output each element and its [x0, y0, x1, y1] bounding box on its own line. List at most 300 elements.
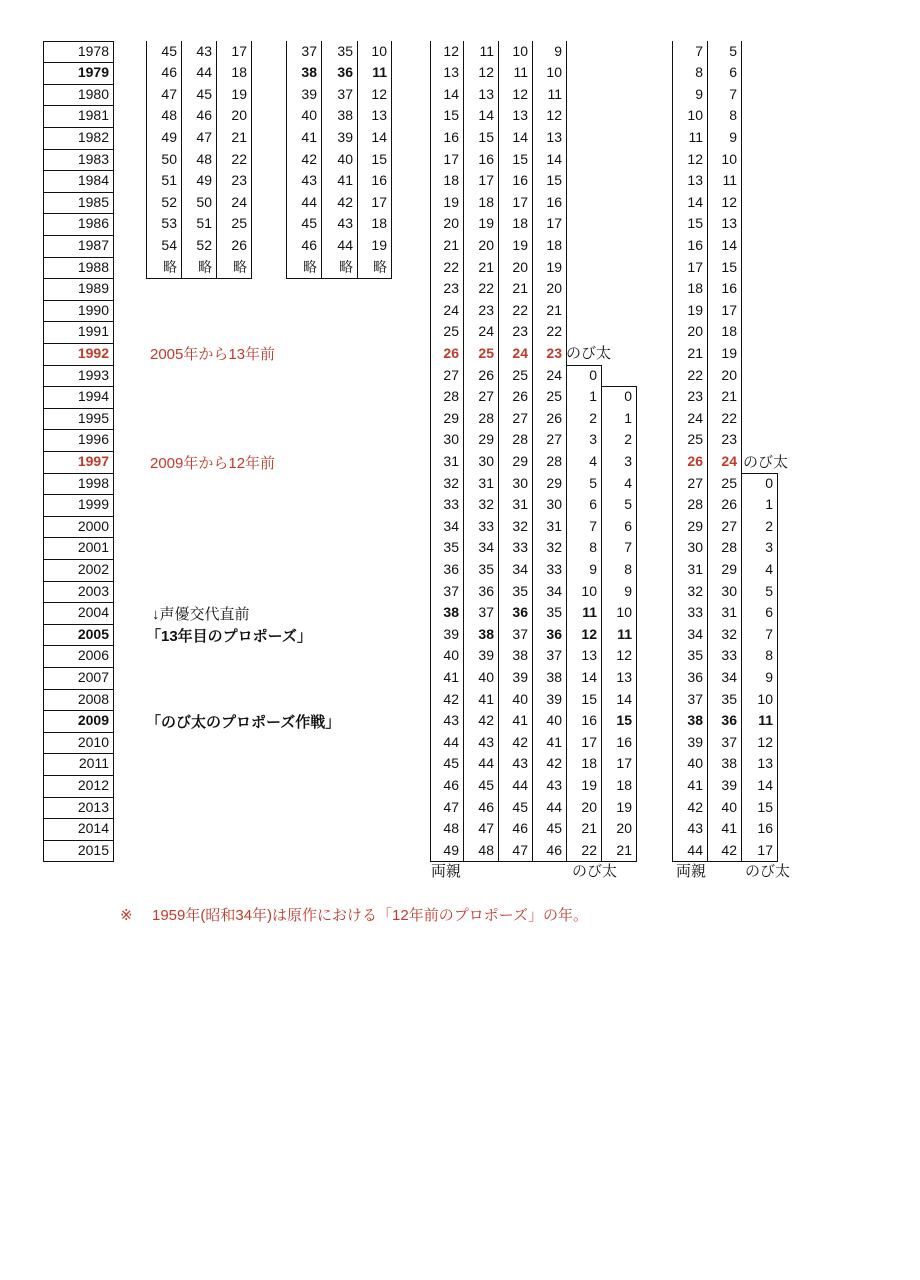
table-c-nobita2-right — [636, 386, 637, 861]
year-cell: 2013 — [77, 798, 109, 815]
table-c-cell: 27 — [546, 431, 562, 448]
table-d-cell: 30 — [687, 539, 703, 556]
table-c-cell: 27 — [443, 366, 459, 383]
table-d-cell: 14 — [721, 236, 737, 253]
table_b-cell: 35 — [337, 42, 353, 59]
table_a-cell: 19 — [231, 85, 247, 102]
table_b-cell: 37 — [301, 42, 317, 59]
table-c-cell: 18 — [546, 236, 562, 253]
table-c-cell: 45 — [512, 798, 528, 815]
table-c-cell: 31 — [546, 517, 562, 534]
table-c-cell: 33 — [443, 496, 459, 513]
table_b-cell: 15 — [371, 150, 387, 167]
table-c-cell: 19 — [512, 236, 528, 253]
table-c-cell: 45 — [443, 755, 459, 772]
table-c-cell: 24 — [478, 323, 494, 340]
table-d-cell: 7 — [695, 42, 703, 59]
table-c-cell: 37 — [478, 604, 494, 621]
table-d-nobita-cell: 11 — [758, 712, 773, 729]
table-c-nobita2-cell: 0 — [624, 388, 632, 405]
table-c-nobita2-cell: 12 — [616, 647, 632, 664]
table_a-cell: 52 — [196, 236, 212, 253]
table-c-cell: 35 — [478, 560, 494, 577]
table-c-cell: 39 — [443, 625, 459, 642]
table-c-cell: 20 — [478, 236, 494, 253]
table-c-cell: 42 — [546, 755, 562, 772]
table-c-cell: 25 — [546, 388, 562, 405]
table-c-cell: 44 — [512, 776, 528, 793]
table-c-cell: 36 — [478, 582, 494, 599]
table-c-cell: 35 — [512, 582, 528, 599]
table_a-cell: 25 — [231, 215, 247, 232]
year-cell: 1982 — [77, 128, 109, 145]
table-d-cell: 7 — [729, 85, 737, 102]
table-c-cell: 14 — [512, 128, 528, 145]
table-c-cell: 19 — [443, 193, 459, 210]
table-c-cell: 21 — [512, 280, 528, 297]
table-c-nobita2-cell: 11 — [617, 625, 632, 642]
table-c-cell: 41 — [546, 733, 562, 750]
table-d-cell: 38 — [687, 712, 703, 729]
table-d-nobita-cell: 5 — [765, 582, 773, 599]
table-c-cell: 28 — [512, 431, 528, 448]
table-c-cell: 46 — [443, 776, 459, 793]
table-c-cell: 41 — [478, 690, 494, 707]
table-c-cell: 23 — [546, 344, 562, 361]
year-cell: 1999 — [77, 496, 109, 513]
table-c-nobita2-cell: 5 — [624, 496, 632, 513]
table-c-cell: 13 — [546, 128, 562, 145]
table_a-bottom-line — [146, 278, 252, 279]
note-1992: 2005年から13年前 — [150, 346, 276, 363]
table-c-cell: 38 — [443, 604, 459, 621]
table-d-cell: 9 — [729, 128, 737, 145]
table-d-cell: 23 — [687, 388, 703, 405]
table-d-cell: 39 — [721, 776, 737, 793]
year-cell: 1995 — [77, 409, 109, 426]
table-c-cell: 43 — [443, 712, 459, 729]
table-d-nobita-cell: 1 — [765, 496, 773, 513]
table-c-nobita2-cell: 20 — [616, 820, 632, 837]
table-c-cell: 29 — [546, 474, 562, 491]
table-c-cell: 48 — [478, 841, 494, 858]
table-c-cell: 12 — [512, 85, 528, 102]
table-d-nobita-cell: 17 — [757, 841, 773, 858]
table-c-cell: 47 — [478, 820, 494, 837]
table-c-cell: 11 — [513, 64, 528, 81]
table-d-cell: 17 — [721, 301, 737, 318]
table-c-cell: 29 — [512, 452, 528, 469]
table_a-cell: 略 — [198, 258, 212, 275]
table-c-cell: 38 — [546, 668, 562, 685]
table-c-nobita1-cell: 0 — [589, 366, 597, 383]
table-c-nobita2-cell: 14 — [616, 690, 632, 707]
table-d-cell: 28 — [687, 496, 703, 513]
table-d-cell: 8 — [695, 64, 703, 81]
table-c-cell: 46 — [512, 820, 528, 837]
table-c-cell: 24 — [443, 301, 459, 318]
table-c-cell: 27 — [478, 388, 494, 405]
year-cell: 1985 — [77, 193, 109, 210]
table-c-nobita1-cell: 3 — [589, 431, 597, 448]
table_a-cell: 45 — [196, 85, 212, 102]
table_b-cell: 41 — [337, 172, 353, 189]
table-d-cell: 24 — [687, 409, 703, 426]
table-c-cell: 39 — [478, 647, 494, 664]
table-c-cell: 13 — [443, 64, 459, 81]
table-c-nobita1-cell: 9 — [589, 560, 597, 577]
table_a-cell: 46 — [161, 64, 177, 81]
table-c-cell: 46 — [546, 841, 562, 858]
table-c-cell: 29 — [443, 409, 459, 426]
year-cell: 2009 — [77, 712, 109, 729]
table-c-nobita2-cell: 13 — [616, 668, 632, 685]
table-c-cell: 16 — [546, 193, 562, 210]
table_a-cell: 18 — [231, 64, 247, 81]
table-d-nobita-cell: 7 — [765, 625, 773, 642]
table_b-column-line — [391, 41, 392, 279]
parents-label-d: 両親 — [676, 863, 707, 880]
table-d-cell: 16 — [687, 236, 703, 253]
table_a-cell: 54 — [161, 236, 177, 253]
table_b-cell: 37 — [337, 85, 353, 102]
table-d-cell: 41 — [687, 776, 703, 793]
table-c-cell: 39 — [546, 690, 562, 707]
table-c-cell: 30 — [478, 452, 494, 469]
table-c-cell: 14 — [478, 107, 494, 124]
table-c-cell: 18 — [443, 172, 459, 189]
table-c-cell: 44 — [443, 733, 459, 750]
table-c-cell: 42 — [443, 690, 459, 707]
table-c-cell: 34 — [546, 582, 562, 599]
year-cell: 1979 — [77, 64, 109, 81]
table-c-cell: 43 — [546, 776, 562, 793]
table-d-cell: 14 — [687, 193, 703, 210]
table-c-cell: 26 — [512, 388, 528, 405]
table-d-cell: 24 — [721, 452, 737, 469]
table-c-cell: 31 — [443, 452, 459, 469]
table-d-cell: 39 — [687, 733, 703, 750]
table_a-cell: 53 — [161, 215, 177, 232]
table-c-cell: 24 — [546, 366, 562, 383]
table-c-cell: 46 — [478, 798, 494, 815]
table-c-cell: 42 — [478, 712, 494, 729]
table_b-cell: 略 — [339, 258, 353, 275]
table_a-cell: 26 — [231, 236, 247, 253]
table-d-nobita-cell: 15 — [757, 798, 773, 815]
table-c-cell: 22 — [546, 323, 562, 340]
table-d-cell: 15 — [721, 258, 737, 275]
table_a-cell: 50 — [196, 193, 212, 210]
table-c-nobita2-cell: 9 — [624, 582, 632, 599]
table_b-cell: 11 — [372, 64, 387, 81]
table_b-cell: 42 — [337, 193, 353, 210]
table_a-cell: 略 — [233, 258, 247, 275]
table_a-cell: 20 — [231, 107, 247, 124]
table_a-cell: 45 — [161, 42, 177, 59]
table-c-nobita2-cell: 21 — [616, 841, 632, 858]
table-c-cell: 34 — [443, 517, 459, 534]
table-c-cell: 12 — [546, 107, 562, 124]
year-cell: 1987 — [77, 236, 109, 253]
table-c-cell: 28 — [546, 452, 562, 469]
table-d-nobita-cell: 14 — [757, 776, 773, 793]
table_b-cell: 43 — [301, 172, 317, 189]
table-d-cell: 13 — [721, 215, 737, 232]
table_b-cell: 40 — [301, 107, 317, 124]
year-cell: 1989 — [77, 280, 109, 297]
table-c-cell: 13 — [478, 85, 494, 102]
table-d-cell: 6 — [729, 64, 737, 81]
table-c-nobita2-cell: 4 — [624, 474, 632, 491]
table-c-cell: 23 — [512, 323, 528, 340]
table_a-cell: 48 — [161, 107, 177, 124]
table-d-nobita-cell: 8 — [765, 647, 773, 664]
year-cell: 1990 — [77, 301, 109, 318]
table-c-cell: 36 — [443, 560, 459, 577]
table-c-cell: 33 — [512, 539, 528, 556]
year-cell: 2003 — [77, 582, 109, 599]
table-c-cell: 26 — [546, 409, 562, 426]
year-cell: 2008 — [77, 690, 109, 707]
table_a-cell: 47 — [196, 128, 212, 145]
table-c-cell: 21 — [478, 258, 494, 275]
table-c-cell: 20 — [546, 280, 562, 297]
note-2005: 「13年目のプロポーズ」 — [146, 628, 312, 645]
year-cell: 1986 — [77, 215, 109, 232]
table-c-nobita1-cell: 10 — [581, 582, 597, 599]
table_b-cell: 17 — [371, 193, 387, 210]
table-c-cell: 43 — [512, 755, 528, 772]
table-d-nobita-cell: 6 — [765, 604, 773, 621]
table_a-cell: 21 — [231, 128, 247, 145]
table-c-cell: 36 — [546, 625, 562, 642]
table-d-nobita-right — [777, 473, 778, 862]
table-c-cell: 21 — [443, 236, 459, 253]
table-c-cell: 32 — [443, 474, 459, 491]
table_a-cell: 46 — [196, 107, 212, 124]
table-d-nobita-cell: 4 — [765, 560, 773, 577]
table_a-cell: 略 — [163, 258, 177, 275]
year-cell: 2014 — [77, 820, 109, 837]
year-cell: 1984 — [77, 172, 109, 189]
table-c-nobita1-cell: 1 — [589, 388, 597, 405]
table-d-cell: 36 — [687, 668, 703, 685]
table-c-cell: 45 — [478, 776, 494, 793]
table-c-cell: 17 — [478, 172, 494, 189]
table_b-cell: 10 — [371, 42, 387, 59]
table-c-nobita1-cell: 17 — [581, 733, 597, 750]
table-d-nobita-cell: 13 — [757, 755, 773, 772]
table_a-cell: 50 — [161, 150, 177, 167]
table-c-nobita1-cell: 6 — [589, 496, 597, 513]
table-c-cell: 11 — [479, 42, 494, 59]
table-c-cell: 30 — [546, 496, 562, 513]
table-c-cell: 26 — [478, 366, 494, 383]
table-c-nobita1-cell: 11 — [582, 604, 597, 621]
table-c-cell: 10 — [512, 42, 528, 59]
table-d-cell: 12 — [721, 193, 737, 210]
table-c-cell: 41 — [512, 712, 528, 729]
table_a-cell: 17 — [231, 42, 247, 59]
note-2004: ↓声優交代直前 — [152, 606, 250, 623]
nobita-bottom-label-c: のび太 — [572, 863, 618, 880]
table-c-nobita1-cell: 18 — [581, 755, 597, 772]
table-d-cell: 31 — [687, 560, 703, 577]
table-c-cell: 30 — [512, 474, 528, 491]
table-d-cell: 5 — [729, 42, 737, 59]
table-d-cell: 12 — [687, 150, 703, 167]
table-d-cell: 19 — [687, 301, 703, 318]
table-c-cell: 16 — [443, 128, 459, 145]
table-c-cell: 41 — [443, 668, 459, 685]
table-c-cell: 28 — [478, 409, 494, 426]
table-c-cell: 26 — [443, 344, 459, 361]
table-d-cell: 43 — [687, 820, 703, 837]
table-c-cell: 47 — [512, 841, 528, 858]
table-c-cell: 12 — [478, 64, 494, 81]
table-c-cell: 24 — [512, 344, 528, 361]
year-cell: 1981 — [77, 107, 109, 124]
table-c-nobita2-cell: 16 — [616, 733, 632, 750]
table-c-cell: 17 — [443, 150, 459, 167]
table-c-cell: 37 — [512, 625, 528, 642]
table-c-cell: 19 — [546, 258, 562, 275]
table-d-nobita-cell: 16 — [757, 820, 773, 837]
table_a-cell: 44 — [196, 64, 212, 81]
table-d-cell: 23 — [721, 431, 737, 448]
table-c-nobita2-cell: 19 — [616, 798, 632, 815]
table-c-cell: 16 — [512, 172, 528, 189]
table-c-cell: 36 — [512, 604, 528, 621]
table-c-cell: 12 — [443, 42, 459, 59]
table-d-cell: 11 — [722, 172, 737, 189]
footnote-mark: ※ — [120, 907, 133, 924]
table_a-cell: 23 — [231, 172, 247, 189]
table-d-cell: 36 — [721, 712, 737, 729]
table-d-cell: 20 — [721, 366, 737, 383]
table-d-nobita-cell: 10 — [757, 690, 773, 707]
table-c-nobita2-cell: 1 — [624, 409, 632, 426]
table_a-cell: 43 — [196, 42, 212, 59]
table-d-cell: 32 — [721, 625, 737, 642]
year-cell: 1980 — [77, 85, 109, 102]
table_a-cell: 49 — [196, 172, 212, 189]
year-table-row-line — [43, 861, 114, 862]
year-cell: 2006 — [77, 647, 109, 664]
table-d-cell: 37 — [687, 690, 703, 707]
year-cell: 1991 — [77, 323, 109, 340]
parents-label-c: 両親 — [431, 863, 462, 880]
table-c-nobita1-cell: 13 — [581, 647, 597, 664]
table-c-cell: 49 — [443, 841, 459, 858]
nobita-label-c: のび太 — [566, 345, 612, 362]
table-c-cell: 30 — [443, 431, 459, 448]
table-d-cell: 19 — [721, 344, 737, 361]
year-cell: 2002 — [77, 560, 109, 577]
table-d-cell: 9 — [695, 85, 703, 102]
table-d-cell: 18 — [721, 323, 737, 340]
table-c-nobita1-cell: 12 — [581, 625, 597, 642]
table-c-cell: 28 — [443, 388, 459, 405]
table-c-cell: 34 — [478, 539, 494, 556]
table-d-cell: 35 — [687, 647, 703, 664]
footnote-text: 1959年(昭和34年)は原作における「12年前のプロポーズ」の年。 — [152, 907, 588, 924]
table-d-cell: 31 — [721, 604, 737, 621]
table-c-nobita1-cell: 21 — [581, 820, 597, 837]
table-c-cell: 17 — [512, 193, 528, 210]
table-d-cell: 35 — [721, 690, 737, 707]
table-d-cell: 38 — [721, 755, 737, 772]
table-c-nobita1-cell: 8 — [589, 539, 597, 556]
year-cell: 2011 — [78, 755, 109, 772]
year-cell: 2005 — [77, 625, 109, 642]
table_a-cell: 51 — [161, 172, 177, 189]
note-2009: 「のび太のプロポーズ作戦」 — [146, 714, 341, 731]
table-d-cell: 32 — [687, 582, 703, 599]
table-d-cell: 27 — [721, 517, 737, 534]
year-cell: 1983 — [77, 150, 109, 167]
table-d-cell: 28 — [721, 539, 737, 556]
table-d-cell: 10 — [687, 107, 703, 124]
table-c-nobita2-cell: 8 — [624, 560, 632, 577]
table-d-nobita-cell: 0 — [765, 474, 773, 491]
table-d-cell: 21 — [687, 344, 703, 361]
table-d-cell: 33 — [687, 604, 703, 621]
table_b-cell: 45 — [301, 215, 317, 232]
table_b-cell: 42 — [301, 150, 317, 167]
year-cell: 1998 — [77, 474, 109, 491]
table-d-cell: 13 — [687, 172, 703, 189]
table_a-cell: 22 — [231, 150, 247, 167]
table-c-nobita1-cell: 5 — [589, 474, 597, 491]
table-c-cell: 34 — [512, 560, 528, 577]
year-cell: 1996 — [77, 431, 109, 448]
table_a-cell: 49 — [161, 128, 177, 145]
table_a-cell: 47 — [161, 85, 177, 102]
table-c-cell: 23 — [478, 301, 494, 318]
table-c-cell: 10 — [546, 64, 562, 81]
year-cell: 2015 — [77, 841, 109, 858]
table_b-cell: 36 — [337, 64, 353, 81]
table-d-cell: 26 — [687, 452, 703, 469]
table-c-nobita1-cell: 15 — [581, 690, 597, 707]
table-c-cell: 18 — [478, 193, 494, 210]
table-d-cell: 41 — [721, 820, 737, 837]
table_b-cell: 44 — [301, 193, 317, 210]
table-c-cell: 11 — [547, 85, 562, 102]
nobita-bottom-label-d: のび太 — [745, 863, 791, 880]
year-cell: 2000 — [77, 517, 109, 534]
table_a-cell: 51 — [196, 215, 212, 232]
table-c-cell: 25 — [478, 344, 494, 361]
table-c-cell: 21 — [546, 301, 562, 318]
table-c-cell: 20 — [443, 215, 459, 232]
table_b-cell: 38 — [301, 64, 317, 81]
table-d-cell: 21 — [721, 388, 737, 405]
table-d-cell: 30 — [721, 582, 737, 599]
table-c-cell: 22 — [443, 258, 459, 275]
table-d-nobita-cell: 3 — [765, 539, 773, 556]
table-c-nobita1-cell: 7 — [589, 517, 597, 534]
year-cell: 2001 — [77, 539, 109, 556]
year-cell: 2007 — [77, 668, 109, 685]
table-d-cell: 22 — [687, 366, 703, 383]
table-c-cell: 15 — [512, 150, 528, 167]
table-c-cell: 14 — [443, 85, 459, 102]
table-d-cell: 33 — [721, 647, 737, 664]
table-c-cell: 40 — [546, 712, 562, 729]
